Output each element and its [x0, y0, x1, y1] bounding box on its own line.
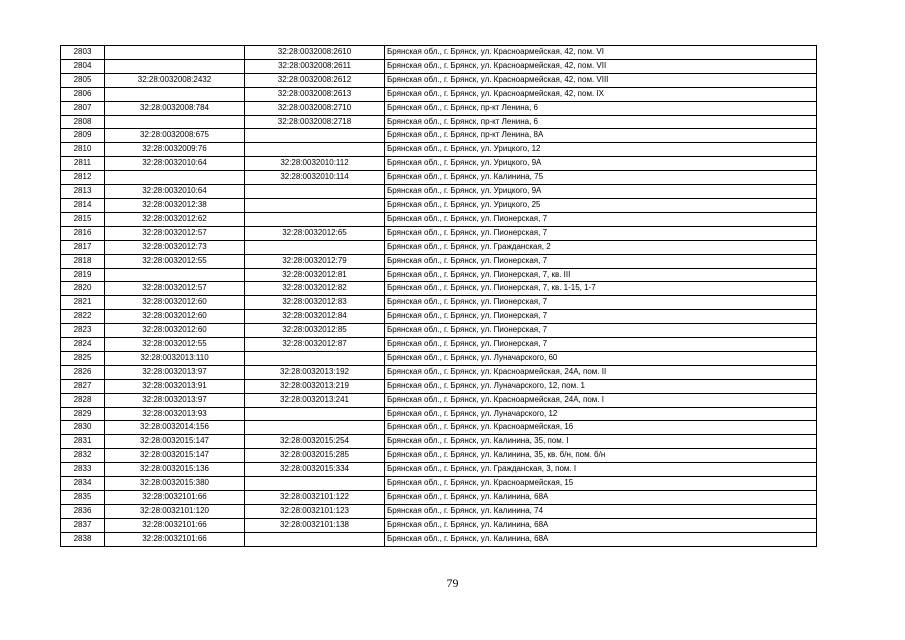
cadastral-number-object — [245, 185, 385, 199]
address-cell: Брянская обл., г. Брянск, ул. Красноармейская, 42, пом. VIII — [385, 73, 817, 87]
cadastral-number-land: 32:28:0032101:66 — [105, 518, 245, 532]
cadastral-number-object: 32:28:0032012:82 — [245, 282, 385, 296]
address-cell: Брянская обл., г. Брянск, ул. Калинина, 74 — [385, 504, 817, 518]
table-row — [61, 254, 817, 268]
cadastral-number-land: 32:28:0032012:60 — [105, 310, 245, 324]
cadastral-number-object — [245, 212, 385, 226]
row-number: 2822 — [61, 310, 105, 324]
cadastral-number-land: 32:28:0032008:675 — [105, 129, 245, 143]
table-row — [61, 449, 817, 463]
cadastral-number-object — [245, 129, 385, 143]
table-row — [61, 532, 817, 546]
table-row — [61, 518, 817, 532]
table-row — [61, 504, 817, 518]
address-cell: Брянская обл., г. Брянск, ул. Пионерская, 7 — [385, 310, 817, 324]
table-row — [61, 59, 817, 73]
cadastral-number-object: 32:28:0032008:2611 — [245, 59, 385, 73]
address-cell: Брянская обл., г. Брянск, пр-кт Ленина, 6 — [385, 115, 817, 129]
table-row — [61, 185, 817, 199]
cadastral-number-object: 32:28:0032013:192 — [245, 365, 385, 379]
page-number: 79 — [446, 576, 459, 590]
row-number: 2818 — [61, 254, 105, 268]
row-number: 2821 — [61, 296, 105, 310]
cadastral-number-object — [245, 407, 385, 421]
table-row — [61, 435, 817, 449]
table-row — [61, 491, 817, 505]
cadastral-number-land: 32:28:0032012:57 — [105, 226, 245, 240]
table-row — [61, 212, 817, 226]
address-cell: Брянская обл., г. Брянск, ул. Пионерская, 7 — [385, 254, 817, 268]
registry-table — [60, 45, 817, 547]
cadastral-number-object: 32:28:0032012:85 — [245, 324, 385, 338]
address-cell: Брянская обл., г. Брянск, ул. Красноармейская, 42, пом. IX — [385, 87, 817, 101]
cadastral-number-land: 32:28:0032013:110 — [105, 351, 245, 365]
table-row — [61, 393, 817, 407]
cadastral-number-land: 32:28:0032012:57 — [105, 282, 245, 296]
table-row — [61, 268, 817, 282]
cadastral-number-land: 32:28:0032101:66 — [105, 532, 245, 546]
address-cell: Брянская обл., г. Брянск, ул. Красноармейская, 24А, пом. II — [385, 365, 817, 379]
row-number: 2829 — [61, 407, 105, 421]
cadastral-number-land — [105, 115, 245, 129]
table-row — [61, 477, 817, 491]
address-cell: Брянская обл., г. Брянск, ул. Пионерская, 7 — [385, 296, 817, 310]
cadastral-number-land: 32:28:0032008:2432 — [105, 73, 245, 87]
cadastral-number-object: 32:28:0032008:2612 — [245, 73, 385, 87]
address-cell: Брянская обл., г. Брянск, ул. Калинина, 35, пом. I — [385, 435, 817, 449]
table-row — [61, 129, 817, 143]
row-number: 2816 — [61, 226, 105, 240]
table-row — [61, 73, 817, 87]
row-number: 2838 — [61, 532, 105, 546]
table-row — [61, 463, 817, 477]
cadastral-number-land: 32:28:0032013:93 — [105, 407, 245, 421]
row-number: 2805 — [61, 73, 105, 87]
cadastral-number-land: 32:28:0032012:60 — [105, 324, 245, 338]
table-row — [61, 198, 817, 212]
row-number: 2815 — [61, 212, 105, 226]
cadastral-number-object: 32:28:0032101:122 — [245, 491, 385, 505]
row-number: 2831 — [61, 435, 105, 449]
cadastral-number-land — [105, 87, 245, 101]
row-number: 2823 — [61, 324, 105, 338]
row-number: 2814 — [61, 198, 105, 212]
row-number: 2827 — [61, 379, 105, 393]
table-row — [61, 379, 817, 393]
cadastral-number-land: 32:28:0032012:62 — [105, 212, 245, 226]
table-row — [61, 365, 817, 379]
table-row — [61, 338, 817, 352]
address-cell: Брянская обл., г. Брянск, ул. Пионерская, 7 — [385, 212, 817, 226]
address-cell: Брянская обл., г. Брянск, ул. Пионерская, 7, кв. 1-15, 1-7 — [385, 282, 817, 296]
cadastral-number-object: 32:28:0032012:65 — [245, 226, 385, 240]
row-number: 2819 — [61, 268, 105, 282]
cadastral-number-object: 32:28:0032012:81 — [245, 268, 385, 282]
cadastral-number-land: 32:28:0032101:120 — [105, 504, 245, 518]
cadastral-number-object: 32:28:0032015:285 — [245, 449, 385, 463]
table-row — [61, 407, 817, 421]
cadastral-number-land: 32:28:0032012:73 — [105, 240, 245, 254]
table-row — [61, 282, 817, 296]
row-number: 2833 — [61, 463, 105, 477]
row-number: 2810 — [61, 143, 105, 157]
address-cell: Брянская обл., г. Брянск, ул. Калинина, 68А — [385, 532, 817, 546]
cadastral-number-object: 32:28:0032008:2710 — [245, 101, 385, 115]
address-cell: Брянская обл., г. Брянск, ул. Луначарского, 12, пом. 1 — [385, 379, 817, 393]
row-number: 2806 — [61, 87, 105, 101]
table-row — [61, 351, 817, 365]
row-number: 2803 — [61, 46, 105, 60]
row-number: 2820 — [61, 282, 105, 296]
cadastral-number-object — [245, 240, 385, 254]
cadastral-number-object: 32:28:0032101:138 — [245, 518, 385, 532]
row-number: 2809 — [61, 129, 105, 143]
cadastral-number-land: 32:28:0032012:55 — [105, 338, 245, 352]
row-number: 2817 — [61, 240, 105, 254]
table-row — [61, 46, 817, 60]
address-cell: Брянская обл., г. Брянск, ул. Красноармейская, 16 — [385, 421, 817, 435]
cadastral-number-object: 32:28:0032012:87 — [245, 338, 385, 352]
row-number: 2837 — [61, 518, 105, 532]
row-number: 2811 — [61, 157, 105, 171]
table-row — [61, 157, 817, 171]
row-number: 2824 — [61, 338, 105, 352]
cadastral-number-object: 32:28:0032013:219 — [245, 379, 385, 393]
address-cell: Брянская обл., г. Брянск, пр-кт Ленина, 8А — [385, 129, 817, 143]
row-number: 2828 — [61, 393, 105, 407]
address-cell: Брянская обл., г. Брянск, ул. Пионерская, 7 — [385, 324, 817, 338]
cadastral-number-land: 32:28:0032010:64 — [105, 185, 245, 199]
row-number: 2835 — [61, 491, 105, 505]
cadastral-number-land — [105, 171, 245, 185]
address-cell: Брянская обл., г. Брянск, ул. Красноармейская, 24А, пом. I — [385, 393, 817, 407]
address-cell: Брянская обл., г. Брянск, пр-кт Ленина, 6 — [385, 101, 817, 115]
row-number: 2836 — [61, 504, 105, 518]
cadastral-number-land: 32:28:0032009:76 — [105, 143, 245, 157]
row-number: 2834 — [61, 477, 105, 491]
cadastral-number-object: 32:28:0032012:84 — [245, 310, 385, 324]
address-cell: Брянская обл., г. Брянск, ул. Гражданская, 2 — [385, 240, 817, 254]
address-cell: Брянская обл., г. Брянск, ул. Пионерская, 7 — [385, 338, 817, 352]
cadastral-number-object — [245, 532, 385, 546]
cadastral-number-land: 32:28:0032015:136 — [105, 463, 245, 477]
row-number: 2812 — [61, 171, 105, 185]
cadastral-number-object: 32:28:0032012:79 — [245, 254, 385, 268]
cadastral-number-land: 32:28:0032010:64 — [105, 157, 245, 171]
cadastral-number-land: 32:28:0032012:38 — [105, 198, 245, 212]
cadastral-number-land: 32:28:0032012:60 — [105, 296, 245, 310]
address-cell: Брянская обл., г. Брянск, ул. Калинина, 68А — [385, 518, 817, 532]
address-cell: Брянская обл., г. Брянск, ул. Урицкого, 25 — [385, 198, 817, 212]
cadastral-number-object: 32:28:0032008:2718 — [245, 115, 385, 129]
table-row — [61, 296, 817, 310]
address-cell: Брянская обл., г. Брянск, ул. Луначарского, 12 — [385, 407, 817, 421]
table-row — [61, 115, 817, 129]
registry-table-body — [61, 46, 817, 547]
cadastral-number-object: 32:28:0032008:2613 — [245, 87, 385, 101]
cadastral-number-land: 32:28:0032015:380 — [105, 477, 245, 491]
row-number: 2832 — [61, 449, 105, 463]
cadastral-number-object — [245, 143, 385, 157]
cadastral-number-object: 32:28:0032008:2610 — [245, 46, 385, 60]
row-number: 2807 — [61, 101, 105, 115]
address-cell: Брянская обл., г. Брянск, ул. Пионерская, 7 — [385, 226, 817, 240]
address-cell: Брянская обл., г. Брянск, ул. Гражданская, 3, пом. I — [385, 463, 817, 477]
table-row — [61, 143, 817, 157]
table-row — [61, 240, 817, 254]
address-cell: Брянская обл., г. Брянск, ул. Урицкого, 9А — [385, 157, 817, 171]
row-number: 2808 — [61, 115, 105, 129]
address-cell: Брянская обл., г. Брянск, ул. Красноармейская, 42, пом. VI — [385, 46, 817, 60]
table-row — [61, 421, 817, 435]
cadastral-number-land: 32:28:0032008:784 — [105, 101, 245, 115]
cadastral-number-land: 32:28:0032014:156 — [105, 421, 245, 435]
cadastral-number-object: 32:28:0032010:112 — [245, 157, 385, 171]
cadastral-number-land: 32:28:0032015:147 — [105, 449, 245, 463]
row-number: 2830 — [61, 421, 105, 435]
cadastral-number-land: 32:28:0032013:97 — [105, 393, 245, 407]
address-cell: Брянская обл., г. Брянск, ул. Красноармейская, 15 — [385, 477, 817, 491]
cadastral-number-land: 32:28:0032101:66 — [105, 491, 245, 505]
cadastral-number-object: 32:28:0032012:83 — [245, 296, 385, 310]
address-cell: Брянская обл., г. Брянск, ул. Пионерская, 7, кв. III — [385, 268, 817, 282]
cadastral-number-land: 32:28:0032012:55 — [105, 254, 245, 268]
document-sheet — [60, 45, 816, 547]
cadastral-number-object: 32:28:0032010:114 — [245, 171, 385, 185]
row-number: 2825 — [61, 351, 105, 365]
table-row — [61, 310, 817, 324]
cadastral-number-object — [245, 421, 385, 435]
cadastral-number-land — [105, 46, 245, 60]
row-number: 2826 — [61, 365, 105, 379]
address-cell: Брянская обл., г. Брянск, ул. Калинина, 75 — [385, 171, 817, 185]
cadastral-number-object — [245, 351, 385, 365]
cadastral-number-object — [245, 477, 385, 491]
address-cell: Брянская обл., г. Брянск, ул. Урицкого, 12 — [385, 143, 817, 157]
cadastral-number-object — [245, 198, 385, 212]
cadastral-number-land: 32:28:0032013:97 — [105, 365, 245, 379]
cadastral-number-object: 32:28:0032015:254 — [245, 435, 385, 449]
table-row — [61, 101, 817, 115]
cadastral-number-object: 32:28:0032015:334 — [245, 463, 385, 477]
address-cell: Брянская обл., г. Брянск, ул. Красноармейская, 42, пом. VII — [385, 59, 817, 73]
cadastral-number-land: 32:28:0032013:91 — [105, 379, 245, 393]
address-cell: Брянская обл., г. Брянск, ул. Луначарского, 60 — [385, 351, 817, 365]
address-cell: Брянская обл., г. Брянск, ул. Калинина, 35, кв. б/н, пом. б/н — [385, 449, 817, 463]
address-cell: Брянская обл., г. Брянск, ул. Урицкого, 9А — [385, 185, 817, 199]
cadastral-number-land: 32:28:0032015:147 — [105, 435, 245, 449]
cadastral-number-land — [105, 59, 245, 73]
row-number: 2804 — [61, 59, 105, 73]
row-number: 2813 — [61, 185, 105, 199]
address-cell: Брянская обл., г. Брянск, ул. Калинина, 68А — [385, 491, 817, 505]
cadastral-number-object: 32:28:0032013:241 — [245, 393, 385, 407]
table-row — [61, 171, 817, 185]
table-row — [61, 87, 817, 101]
cadastral-number-land — [105, 268, 245, 282]
table-row — [61, 324, 817, 338]
table-row — [61, 226, 817, 240]
cadastral-number-object: 32:28:0032101:123 — [245, 504, 385, 518]
